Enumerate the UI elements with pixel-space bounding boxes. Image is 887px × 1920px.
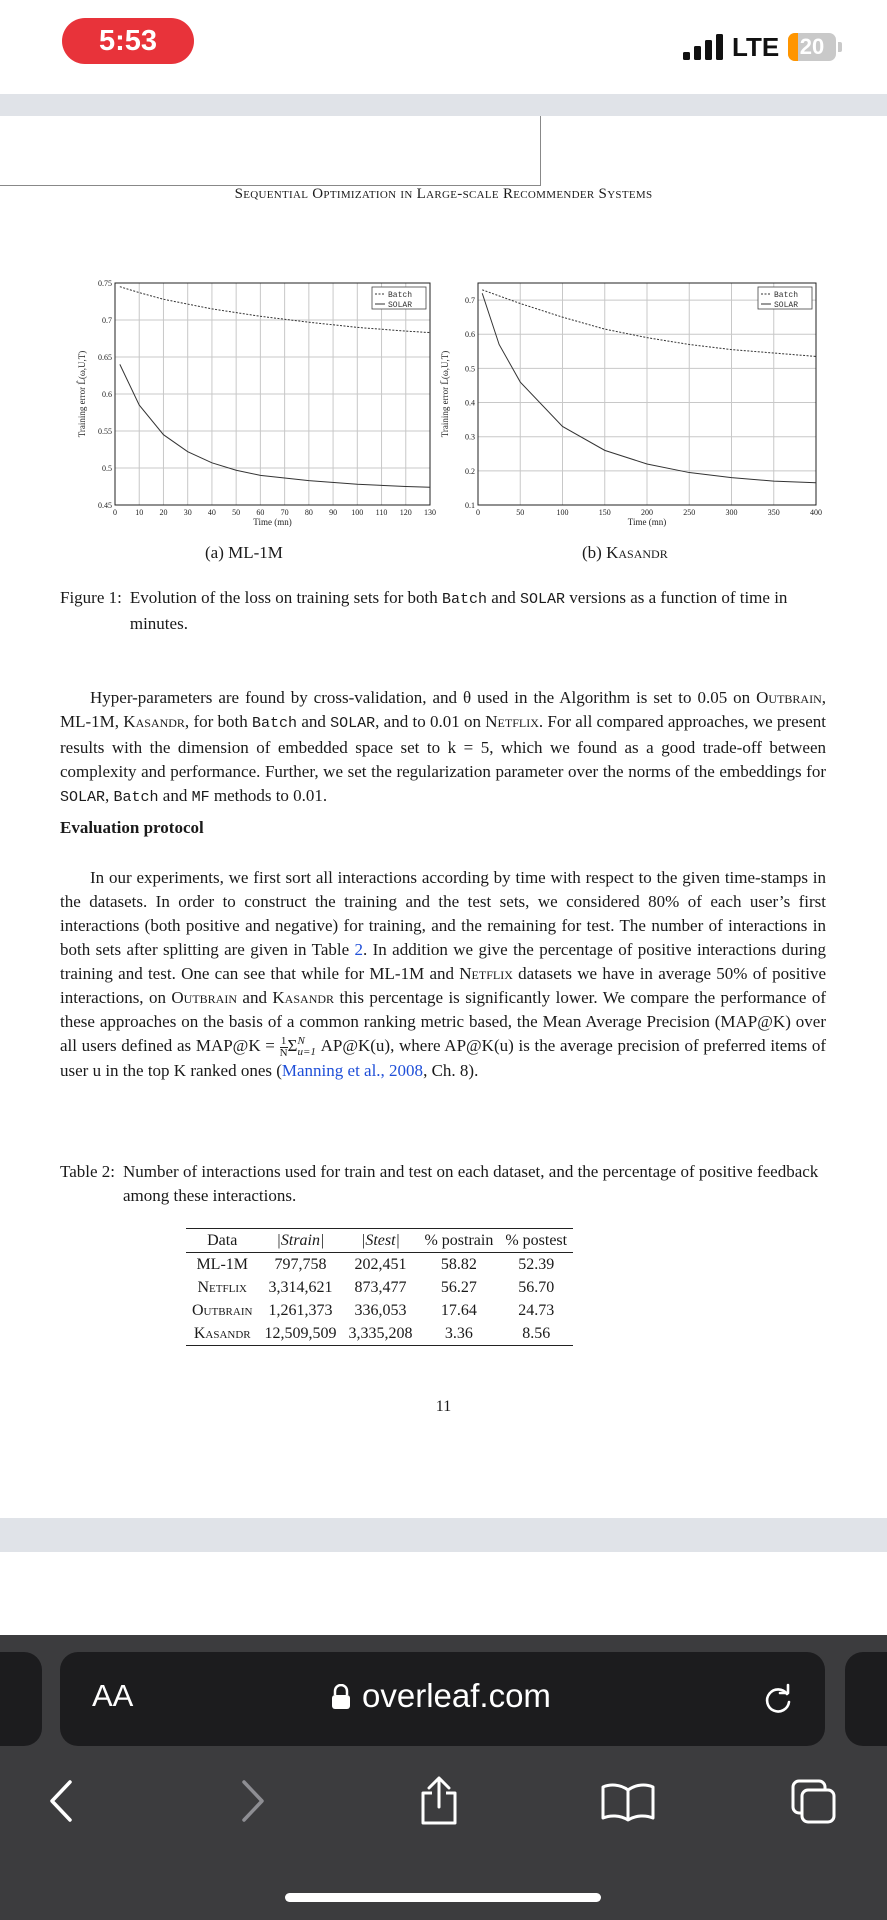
x-tick-label: 300 [725, 508, 738, 517]
caption-solar: SOLAR [520, 591, 566, 608]
table-cell: 52.39 [518, 1256, 555, 1273]
table-header-cell: |Stest| [342, 1229, 418, 1253]
para-text: , ML-1M, [60, 688, 826, 731]
tabs-icon[interactable] [790, 1778, 838, 1826]
y-axis-label: Training error L̂(ω,U,T) [440, 350, 450, 438]
previous-tab-peek[interactable] [0, 1652, 42, 1746]
table-cell: 56.27 [440, 1279, 477, 1296]
network-type: LTE [732, 32, 780, 62]
para-text: and [158, 786, 192, 805]
dataset-name: Kasandr [272, 988, 335, 1007]
para-text: and [237, 988, 273, 1007]
table-row [186, 1253, 573, 1277]
caption-text: versions as a function of time in minutes. [129, 588, 788, 633]
para-text: , Ch. 8). [423, 1060, 479, 1080]
address-bar[interactable] [60, 1652, 825, 1746]
x-tick-label: 80 [304, 508, 313, 517]
x-tick-label: 50 [232, 508, 241, 517]
series-line-solar [482, 293, 816, 483]
y-tick-label: 0.4 [465, 398, 475, 408]
citation-link[interactable]: Manning et al., 2008 [281, 1060, 424, 1080]
para-text: . For all compared approaches, we present results with the dimension of embedded space set to k = 5, which we found as a good trade-off between complexity and performance. Further, we set the regularization parameter over the norms of the embeddings for [60, 712, 827, 781]
cellular-signal-icon [683, 34, 727, 62]
table-header-cell: % postrain [418, 1229, 499, 1253]
method-name: SOLAR [60, 789, 106, 806]
table-cell: 336,053 [354, 1302, 407, 1319]
para-text: and [297, 712, 331, 731]
y-axis-label: Training error L̂(ω,U,T) [77, 350, 87, 438]
table-cell: 12,509,509 [258, 1322, 342, 1346]
x-tick-label: 130 [424, 508, 436, 517]
x-tick-label: 0 [113, 508, 117, 517]
method-name: Batch [113, 789, 159, 806]
x-tick-label: 350 [767, 508, 780, 517]
dataset-name: Kasandr [123, 712, 185, 731]
home-indicator[interactable] [285, 1893, 601, 1902]
share-icon[interactable] [417, 1775, 461, 1827]
x-tick-label: 250 [683, 508, 696, 517]
page-number: 11 [435, 1398, 452, 1415]
table-cell: 58.82 [440, 1256, 477, 1273]
table-cell: 1,261,373 [268, 1302, 333, 1319]
table-header-cell: |Strain| [258, 1229, 342, 1253]
table-caption-label: Table 2: [60, 1162, 115, 1181]
subcaption-b-prefix: (b) [582, 543, 607, 562]
bookmarks-icon[interactable] [600, 1782, 656, 1822]
x-tick-label: 10 [135, 508, 144, 517]
sum-lower: u=1 [297, 1046, 316, 1059]
y-tick-label: 0.6 [465, 330, 475, 340]
y-tick-label: 0.1 [465, 501, 475, 510]
x-tick-label: 50 [516, 508, 525, 517]
y-tick-label: 0.5 [102, 464, 112, 473]
fraction [280, 1036, 288, 1059]
dataset-name: Netflix [459, 964, 513, 983]
method-name: MF [191, 789, 210, 806]
y-tick-label: 0.7 [465, 296, 475, 306]
table-cell: 17.64 [440, 1302, 477, 1319]
table-header-cell: Data [186, 1229, 258, 1253]
para-text: AP@K(u), where AP@K(u) is the average precision of preferred items of user u in the top K ranked ones ( [60, 1036, 827, 1080]
table-row [186, 1299, 573, 1322]
lock-icon [331, 1684, 351, 1710]
fraction-denominator: N [279, 1046, 288, 1059]
reload-icon[interactable] [760, 1682, 796, 1718]
table-row [186, 1322, 573, 1346]
legend-label: Batch [774, 291, 799, 300]
paragraph-hyperparameters [60, 686, 826, 810]
legend-label: SOLAR [388, 301, 413, 310]
x-tick-label: 0 [476, 508, 480, 517]
table-cell: 797,758 [274, 1256, 327, 1273]
figure-caption-label: Figure 1: [60, 588, 122, 607]
dataset-name: Netflix [485, 712, 539, 731]
y-tick-label: 0.2 [465, 466, 475, 476]
legend-label: SOLAR [774, 301, 799, 310]
battery-tip [838, 42, 842, 52]
paragraph-evaluation [60, 866, 826, 1083]
x-tick-label: 100 [556, 508, 569, 517]
section-heading: Evaluation protocol [60, 818, 204, 837]
table-cell: 3.36 [418, 1322, 499, 1346]
x-axis-label: Time (mn) [627, 517, 667, 527]
page-gap-top [0, 94, 887, 116]
para-text: Hyper-parameters are found by cross-validation, and θ used in the Algorithm is set to 0.05 on [90, 688, 757, 707]
battery-level: 20 [799, 34, 825, 59]
table-caption [60, 1160, 826, 1208]
running-header: Sequential Optimization in Large-scale Recommender Systems [234, 186, 653, 202]
y-tick-label: 0.5 [465, 364, 475, 374]
table-row [186, 1276, 573, 1299]
para-text: , and to 0.01 on [375, 712, 486, 731]
dataset-name: Outbrain [171, 988, 238, 1007]
dataset-name: Outbrain [756, 688, 822, 707]
back-icon[interactable] [44, 1778, 78, 1824]
table-cell: 8.56 [499, 1322, 573, 1346]
table-cell: Outbrain [192, 1302, 253, 1319]
y-tick-label: 0.6 [102, 390, 112, 399]
chart-kasandr [440, 268, 825, 536]
table-cell: 3,335,208 [342, 1322, 418, 1346]
next-tab-peek[interactable] [845, 1652, 887, 1746]
table-cell: ML-1M [196, 1256, 248, 1273]
text-size-button[interactable]: AA [92, 1678, 134, 1713]
table-header-cell: % postest [499, 1229, 573, 1253]
para-text: this percentage is significantly lower. We compare the performance of these approaches on the basis of a common ranking metric based, the Mean Average Precision (MAP@K) over all users defined as MAP@K = [60, 988, 827, 1055]
x-tick-label: 200 [641, 508, 653, 517]
x-tick-label: 400 [810, 508, 822, 517]
url-text[interactable]: overleaf.com [362, 1677, 551, 1714]
series-line-solar [120, 364, 430, 487]
legend-label: Batch [388, 291, 413, 300]
y-tick-label: 0.65 [98, 353, 112, 362]
x-tick-label: 120 [399, 508, 412, 517]
para-text: methods to 0.01. [209, 786, 328, 805]
table-cell: 56.70 [518, 1279, 555, 1296]
x-tick-label: 100 [351, 508, 364, 517]
subcaption-b [582, 543, 668, 563]
table-caption-text: Number of interactions used for train and test on each dataset, and the percentage of positive feedback among these interactions. [122, 1162, 819, 1205]
y-tick-label: 0.55 [98, 427, 112, 436]
y-tick-label: 0.7 [102, 316, 112, 325]
table-cell: 202,451 [354, 1256, 407, 1273]
para-text: datasets we have in average 50% of positive interactions, on [60, 964, 826, 1007]
status-time: 5:53 [62, 18, 194, 64]
page-gap-bottom [0, 1518, 887, 1552]
x-tick-label: 90 [329, 508, 338, 517]
data-table [186, 1228, 573, 1346]
x-axis-label: Time (mn) [253, 517, 292, 527]
table-reference-link[interactable]: 2 [354, 940, 364, 959]
table-cell: Netflix [197, 1279, 247, 1296]
x-tick-label: 70 [280, 508, 289, 517]
caption-text: and [486, 588, 521, 607]
battery-icon [788, 33, 836, 61]
caption-batch: Batch [441, 591, 487, 608]
caption-text: Evolution of the loss on training sets for both [129, 588, 442, 607]
x-tick-label: 40 [207, 508, 216, 517]
x-tick-label: 20 [159, 508, 168, 517]
table-cell: 873,477 [354, 1279, 407, 1296]
x-tick-label: 110 [375, 508, 388, 517]
subcaption-b-name: Kasandr [606, 543, 668, 562]
chart-ml1m [60, 268, 440, 536]
x-tick-label: 60 [256, 508, 265, 517]
para-text: , for both [184, 712, 253, 731]
table-cell: Kasandr [186, 1322, 258, 1346]
method-name: SOLAR [330, 715, 376, 732]
fraction-numerator: 1 [280, 1034, 287, 1047]
sum-symbol: Σ [287, 1036, 298, 1055]
table-header-row [186, 1229, 573, 1253]
figure-caption [60, 586, 826, 636]
subcaption-a: (a) ML-1M [205, 543, 283, 562]
para-text: , [105, 786, 114, 805]
forward-icon[interactable] [236, 1778, 270, 1824]
table-cell: 3,314,621 [268, 1279, 333, 1296]
y-tick-label: 0.45 [98, 501, 112, 510]
x-tick-label: 150 [598, 508, 611, 517]
table-cell: 24.73 [518, 1302, 555, 1319]
y-tick-label: 0.75 [98, 279, 112, 288]
sum-upper: N [297, 1035, 305, 1048]
method-name: Batch [252, 715, 298, 732]
x-tick-label: 30 [183, 508, 192, 517]
previous-page-corner [0, 116, 541, 186]
para-text: In our experiments, we first sort all interactions according by time with respect to the given time-stamps in the datasets. In order to construct the training and the test sets, we considered 80% of each user’s first interactions (both positive and negative) for training, and the remaining for test. The number of interactions in both sets after splitting are given in Table [60, 868, 826, 959]
para-text: . In addition we give the percentage of positive interactions during training and test. One can see that while for ML-1M and [60, 940, 827, 983]
y-tick-label: 0.3 [465, 432, 475, 442]
sum-limits [297, 1036, 315, 1058]
